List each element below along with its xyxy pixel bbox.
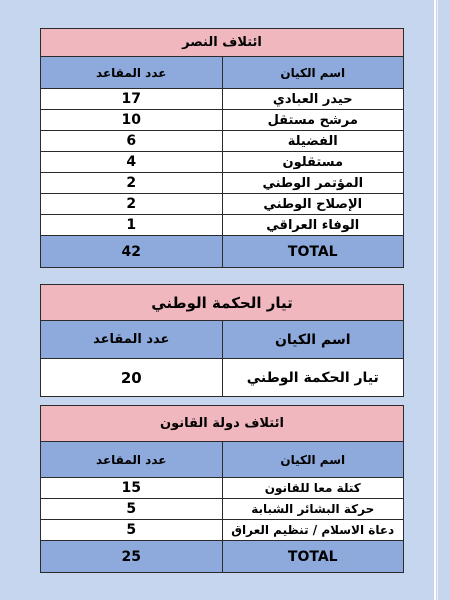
total-row <box>41 236 404 268</box>
page-frame-line <box>434 0 436 600</box>
header-entity: اسم الكيان <box>222 442 404 478</box>
table-row <box>41 520 404 541</box>
row-seats: 5 <box>41 499 223 520</box>
total-seats: 25 <box>41 541 223 573</box>
table-row <box>41 173 404 194</box>
row-entity: حيدر العبادي <box>222 89 404 110</box>
row-seats: 2 <box>41 194 223 215</box>
table-row <box>41 131 404 152</box>
table-nasr-coalition <box>40 28 404 268</box>
total-row <box>41 541 404 573</box>
row-seats: 20 <box>41 359 223 397</box>
row-seats: 1 <box>41 215 223 236</box>
table-row <box>41 478 404 499</box>
table-row <box>41 499 404 520</box>
table-row <box>41 194 404 215</box>
header-seats: عدد المقاعد <box>41 57 223 89</box>
row-seats: 6 <box>41 131 223 152</box>
table-state-of-law-coalition <box>40 405 404 573</box>
table-row <box>41 89 404 110</box>
table-title: ائتلاف دولة القانون <box>41 406 404 442</box>
row-entity: مستقلون <box>222 152 404 173</box>
row-entity: تيار الحكمة الوطني <box>222 359 404 397</box>
row-entity: مرشح مستقل <box>222 110 404 131</box>
table-row <box>41 215 404 236</box>
table-title: تيار الحكمة الوطني <box>41 285 404 321</box>
row-entity: المؤتمر الوطني <box>222 173 404 194</box>
total-label: TOTAL <box>222 541 404 573</box>
table-row <box>41 110 404 131</box>
header-entity: اسم الكيان <box>222 321 404 359</box>
row-entity: حركة البشائر الشبابة <box>222 499 404 520</box>
row-seats: 15 <box>41 478 223 499</box>
total-label: TOTAL <box>222 236 404 268</box>
header-entity: اسم الكيان <box>222 57 404 89</box>
row-entity: كتلة معا للقانون <box>222 478 404 499</box>
row-entity: الفضيلة <box>222 131 404 152</box>
table-row <box>41 152 404 173</box>
row-entity: الوفاء العراقي <box>222 215 404 236</box>
row-seats: 10 <box>41 110 223 131</box>
row-entity: دعاة الاسلام / تنظيم العراق <box>222 520 404 541</box>
row-seats: 2 <box>41 173 223 194</box>
total-seats: 42 <box>41 236 223 268</box>
row-entity: الإصلاح الوطني <box>222 194 404 215</box>
table-title: ائتلاف النصر <box>41 29 404 57</box>
table-row <box>41 359 404 397</box>
header-seats: عدد المقاعد <box>41 321 223 359</box>
table-hikma-movement <box>40 284 404 397</box>
header-seats: عدد المقاعد <box>41 442 223 478</box>
row-seats: 4 <box>41 152 223 173</box>
row-seats: 5 <box>41 520 223 541</box>
row-seats: 17 <box>41 89 223 110</box>
